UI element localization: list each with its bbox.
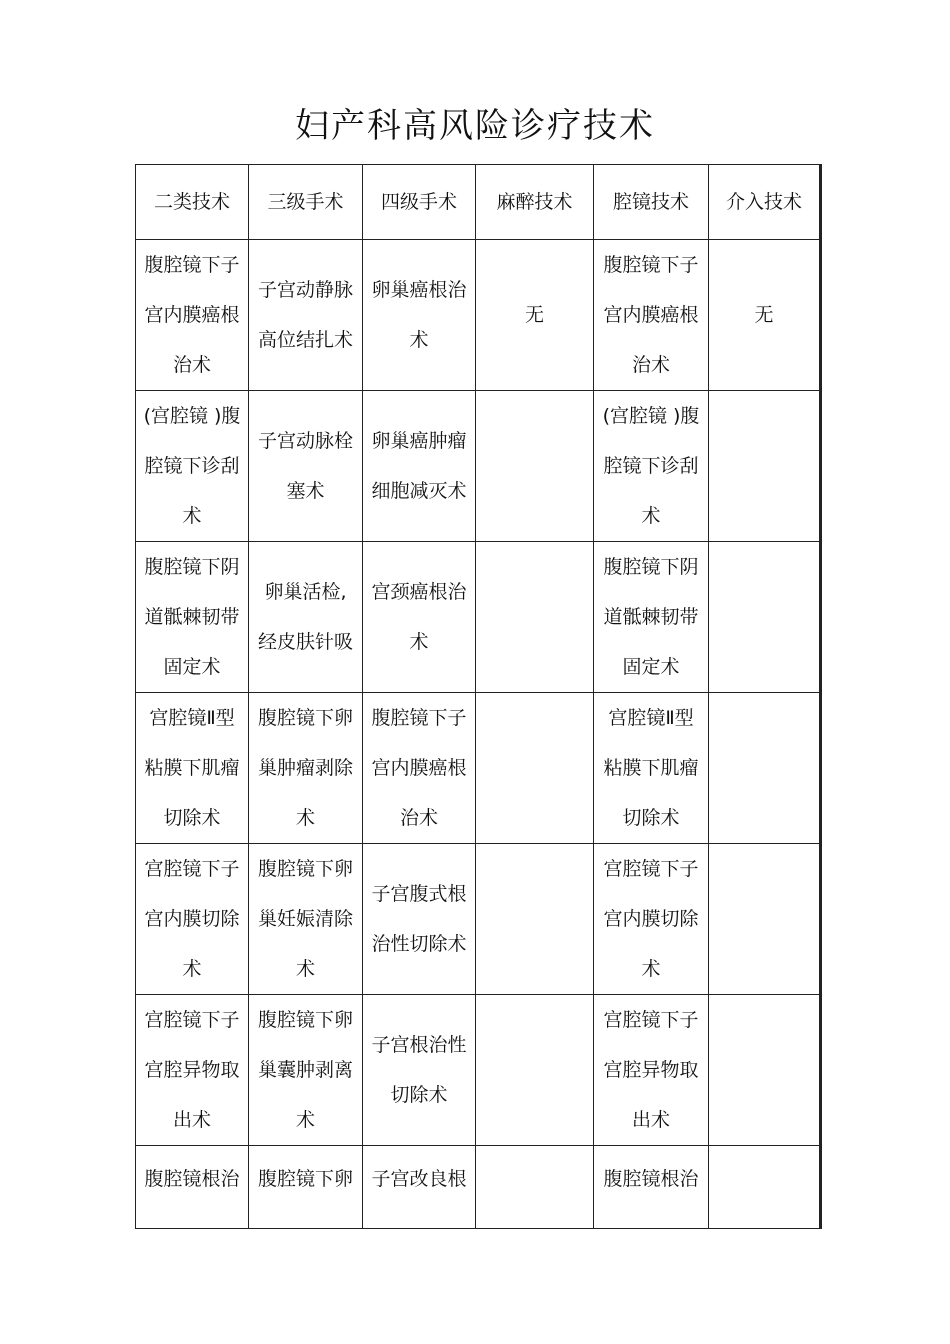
table-cell: 子宫改良根 (363, 1146, 476, 1229)
table-cell (709, 542, 821, 693)
table-cell (476, 693, 594, 844)
header-cell: 三级手术 (249, 165, 363, 240)
table-header-row (136, 165, 821, 240)
table-row (136, 1146, 821, 1229)
table-cell: 腹腔镜下卵巢囊肿剥离术 (249, 995, 363, 1146)
table-cell (709, 1146, 821, 1229)
table-row (136, 391, 821, 542)
header-cell: 四级手术 (363, 165, 476, 240)
table-row (136, 240, 821, 391)
table-row (136, 995, 821, 1146)
table-cell: 腹腔镜下卵巢肿瘤剥除术 (249, 693, 363, 844)
table-cell: 宫腔镜下子宫腔异物取出术 (136, 995, 249, 1146)
table-cell (709, 995, 821, 1146)
table-cell (476, 1146, 594, 1229)
table-row (136, 844, 821, 995)
table-cell: 腹腔镜根治 (136, 1146, 249, 1229)
table-cell: 腹腔镜下阴道骶棘韧带固定术 (594, 542, 709, 693)
table-cell (476, 844, 594, 995)
table-cell (476, 995, 594, 1146)
table-cell: 腹腔镜下子宫内膜癌根治术 (363, 693, 476, 844)
table-cell: 子宫腹式根治性切除术 (363, 844, 476, 995)
header-cell: 二类技术 (136, 165, 249, 240)
table-cell (709, 844, 821, 995)
table-cell: 腹腔镜下阴道骶棘韧带固定术 (136, 542, 249, 693)
table-cell: 宫腔镜Ⅱ型粘膜下肌瘤切除术 (136, 693, 249, 844)
table-cell: 卵巢癌根治术 (363, 240, 476, 391)
table-cell: 宫腔镜下子宫内膜切除术 (136, 844, 249, 995)
table-cell (476, 542, 594, 693)
table-cell: 无 (709, 240, 821, 391)
table-cell: 腹腔镜下子宫内膜癌根治术 (136, 240, 249, 391)
table-row (136, 542, 821, 693)
table-cell: 腹腔镜下卵 (249, 1146, 363, 1229)
table-cell: 腹腔镜下子宫内膜癌根治术 (594, 240, 709, 391)
table-cell: 腹腔镜下卵巢妊娠清除术 (249, 844, 363, 995)
table-cell (709, 391, 821, 542)
table-cell: 子宫根治性切除术 (363, 995, 476, 1146)
table-cell: 宫腔镜下子宫内膜切除术 (594, 844, 709, 995)
table-cell: 子宫动静脉高位结扎术 (249, 240, 363, 391)
table-cell: 子宫动脉栓塞术 (249, 391, 363, 542)
header-cell: 介入技术 (709, 165, 821, 240)
header-cell: 腔镜技术 (594, 165, 709, 240)
table-cell: 无 (476, 240, 594, 391)
page-title: 妇产科高风险诊疗技术 (295, 106, 655, 146)
table-cell: 宫腔镜下子宫腔异物取出术 (594, 995, 709, 1146)
table-cell: 卵巢活检,经皮肤针吸 (249, 542, 363, 693)
table-cell: 卵巢癌肿瘤细胞减灭术 (363, 391, 476, 542)
table-cell: (宫腔镜 )腹腔镜下诊刮术 (594, 391, 709, 542)
table-cell: 腹腔镜根治 (594, 1146, 709, 1229)
table-cell (476, 391, 594, 542)
table-row (136, 693, 821, 844)
technique-table (135, 164, 822, 1229)
table-cell: (宫腔镜 )腹腔镜下诊刮术 (136, 391, 249, 542)
table-cell: 宫颈癌根治术 (363, 542, 476, 693)
header-cell: 麻醉技术 (476, 165, 594, 240)
table-cell: 宫腔镜Ⅱ型粘膜下肌瘤切除术 (594, 693, 709, 844)
table-cell (709, 693, 821, 844)
